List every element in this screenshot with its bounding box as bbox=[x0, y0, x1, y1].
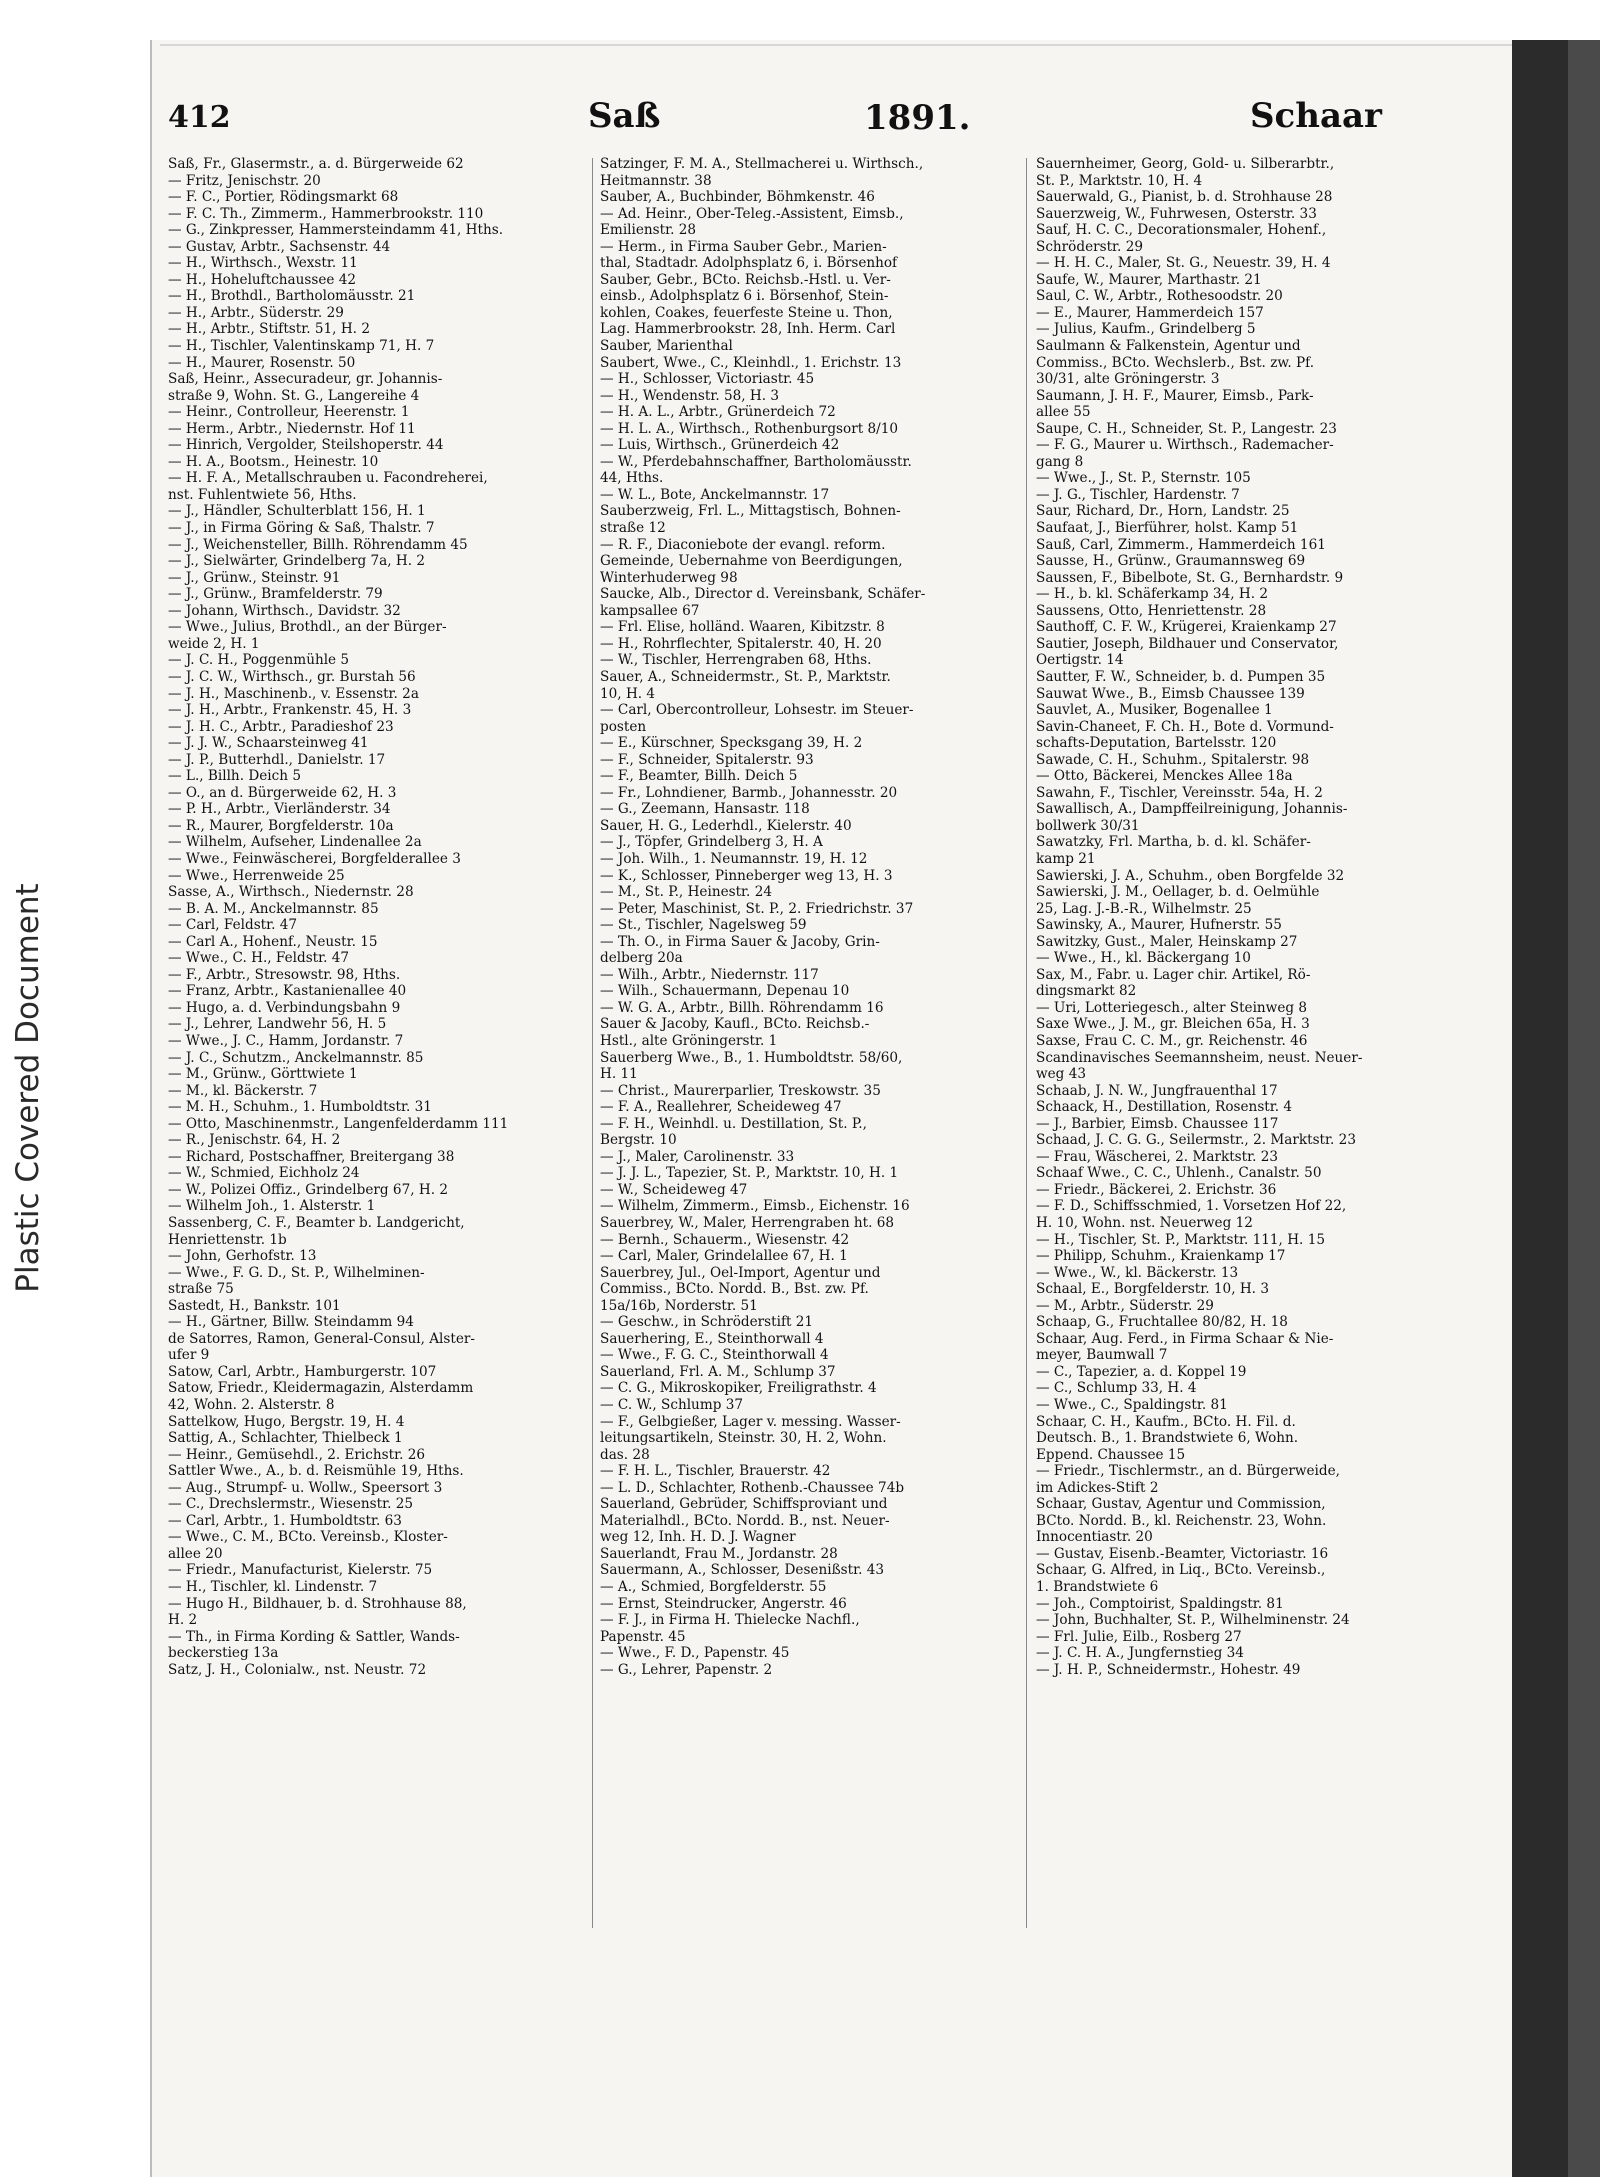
directory-entry: kohlen, Coakes, feuerfeste Steine u. Thon, bbox=[600, 304, 893, 321]
directory-entry: — M., kl. Bäckerstr. 7 bbox=[168, 1082, 318, 1099]
directory-entry: — Wwe., Julius, Brothdl., an der Bürger- bbox=[168, 619, 447, 636]
directory-entry: — J., Lehrer, Landwehr 56, H. 5 bbox=[168, 1016, 387, 1033]
directory-entry: 42, Wohn. 2. Alsterstr. 8 bbox=[168, 1397, 335, 1414]
directory-entry: — F. C. Th., Zimmerm., Hammerbrookstr. 110 bbox=[168, 205, 484, 222]
directory-entry: Sauberzweig, Frl. L., Mittagstisch, Bohnen- bbox=[600, 503, 901, 520]
directory-entry: gang 8 bbox=[1036, 453, 1084, 470]
directory-entry: — F. G., Maurer u. Wirthsch., Rademacher- bbox=[1036, 437, 1334, 454]
directory-entry: H. 10, Wohn. nst. Neuerweg 12 bbox=[1036, 1215, 1253, 1231]
directory-entry: straße 12 bbox=[600, 520, 666, 537]
directory-entry: — H., Wendenstr. 58, H. 3 bbox=[600, 387, 780, 404]
directory-entry: — C. G., Mikroskopiker, Freiligrathstr. 4 bbox=[600, 1380, 877, 1397]
directory-entry: Sauerzweig, W., Fuhrwesen, Osterstr. 33 bbox=[1036, 205, 1317, 222]
directory-entry: — Wwe., C. H., Feldstr. 47 bbox=[168, 950, 350, 967]
directory-entry: Saul, C. W., Arbtr., Rothesoodstr. 20 bbox=[1036, 288, 1283, 305]
directory-entry: — F. H., Weinhdl. u. Destillation, St. P., bbox=[600, 1115, 867, 1132]
directory-entry: — P. H., Arbtr., Vierländerstr. 34 bbox=[168, 801, 391, 818]
directory-entry: — H., Gärtner, Billw. Steindamm 94 bbox=[168, 1314, 414, 1331]
directory-entry: — C., Tapezier, a. d. Koppel 19 bbox=[1036, 1363, 1247, 1380]
directory-entry: Sawahn, F., Tischler, Vereinsstr. 54a, H. 2 bbox=[1036, 784, 1323, 801]
directory-entry: — J. H. C., Arbtr., Paradieshof 23 bbox=[168, 718, 394, 735]
directory-entry: Satow, Carl, Arbtr., Hamburgerstr. 107 bbox=[168, 1363, 437, 1380]
directory-entry: — Gustav, Arbtr., Sachsenstr. 44 bbox=[168, 238, 391, 255]
directory-entry: Emilienstr. 28 bbox=[600, 222, 697, 239]
directory-entry: Savin-Chaneet, F. Ch. H., Bote d. Vormund- bbox=[1036, 718, 1334, 735]
directory-entry: — Christ., Maurerparlier, Treskowstr. 35 bbox=[600, 1082, 881, 1099]
directory-entry: — W. G. A., Arbtr., Billh. Röhrendamm 16 bbox=[600, 999, 884, 1016]
directory-entry: — M., Grünw., Görttwiete 1 bbox=[168, 1066, 358, 1083]
directory-entry: — J., Händler, Schulterblatt 156, H. 1 bbox=[168, 503, 426, 520]
directory-entry: — Carl, Maler, Grindelallee 67, H. 1 bbox=[600, 1248, 848, 1265]
directory-entry: — Wwe., Feinwäscherei, Borgfelderallee 3 bbox=[168, 850, 461, 867]
directory-entry: — H., Wirthsch., Wexstr. 11 bbox=[168, 255, 358, 272]
directory-entry: Sauvlet, A., Musiker, Bogenallee 1 bbox=[1036, 702, 1273, 719]
directory-entry: Schaab, J. N. W., Jungfrauenthal 17 bbox=[1036, 1082, 1278, 1099]
directory-entry: kamp 21 bbox=[1036, 850, 1096, 867]
directory-entry: Sattler Wwe., A., b. d. Reismühle 19, Hths. bbox=[168, 1463, 464, 1480]
directory-entry: — J. C. W., Wirthsch., gr. Burstah 56 bbox=[168, 668, 416, 685]
directory-entry: de Satorres, Ramon, General-Consul, Alster- bbox=[168, 1330, 475, 1347]
directory-entry: — J. P., Butterhdl., Danielstr. 17 bbox=[168, 751, 386, 768]
directory-entry: — H., Arbtr., Stiftstr. 51, H. 2 bbox=[168, 321, 370, 338]
directory-entry: — Carl, Feldstr. 47 bbox=[168, 917, 298, 934]
directory-entry: — J. C. H. A., Jungfernstieg 34 bbox=[1036, 1645, 1244, 1662]
column-2 bbox=[600, 156, 1012, 1678]
directory-entry: — W., Polizei Offiz., Grindelberg 67, H. 2 bbox=[168, 1181, 449, 1198]
directory-entry: — F. D., Schiffsschmied, 1. Vorsetzen Hof 22, bbox=[1036, 1198, 1347, 1215]
directory-entry: Sauber, A., Buchbinder, Böhmkenstr. 46 bbox=[600, 189, 875, 206]
directory-entry: — Carl A., Hohenf., Neustr. 15 bbox=[168, 933, 378, 950]
directory-entry: Sawierski, J. M., Oellager, b. d. Oelmühle bbox=[1036, 884, 1320, 901]
directory-entry: — J. C. H., Poggenmühle 5 bbox=[168, 652, 350, 669]
directory-entry: 44, Hths. bbox=[600, 470, 664, 487]
directory-entry: St. P., Marktstr. 10, H. 4 bbox=[1036, 172, 1203, 189]
directory-entry: Scandinavisches Seemannsheim, neust. Neuer- bbox=[1036, 1049, 1363, 1066]
directory-entry: allee 20 bbox=[168, 1545, 223, 1562]
directory-entry: 1. Brandstwiete 6 bbox=[1036, 1579, 1159, 1596]
directory-entry: — H. F. A., Metallschrauben u. Facondreherei, bbox=[168, 470, 488, 487]
directory-entry: allee 55 bbox=[1036, 404, 1091, 421]
directory-entry: — Wwe., C., Spaldingstr. 81 bbox=[1036, 1397, 1228, 1414]
directory-entry: Satz, J. H., Colonialw., nst. Neustr. 72 bbox=[168, 1661, 427, 1678]
directory-entry: — F., Arbtr., Stresowstr. 98, Hths. bbox=[168, 966, 401, 983]
directory-entry: — J. C., Schutzm., Anckelmannstr. 85 bbox=[168, 1049, 424, 1066]
directory-entry: — Wwe., F. D., Papenstr. 45 bbox=[600, 1645, 790, 1662]
directory-entry: — M. H., Schuhm., 1. Humboldtstr. 31 bbox=[168, 1099, 432, 1116]
directory-entry: Schaar, C. H., Kaufm., BCto. H. Fil. d. bbox=[1036, 1413, 1296, 1430]
directory-entry: — G., Zinkpresser, Hammersteindamm 41, Hths. bbox=[168, 222, 504, 239]
directory-entry: — G., Zeemann, Hansastr. 118 bbox=[600, 801, 810, 818]
directory-entry: — Ernst, Steindrucker, Angerstr. 46 bbox=[600, 1595, 847, 1612]
directory-entry: BCto. Nordd. B., kl. Reichenstr. 23, Wohn. bbox=[1036, 1512, 1327, 1529]
directory-entry: Saß, Fr., Glasermstr., a. d. Bürgerweide 62 bbox=[168, 156, 464, 172]
directory-entry: 30/31, alte Gröningerstr. 3 bbox=[1036, 371, 1220, 388]
directory-entry: — H. A. L., Arbtr., Grünerdeich 72 bbox=[600, 404, 836, 421]
directory-entry: Sauthoff, C. F. W., Krügerei, Kraienkamp 27 bbox=[1036, 619, 1337, 636]
directory-entry: Commiss., BCto. Nordd. B., Bst. zw. Pf. bbox=[600, 1281, 869, 1298]
directory-entry: — A., Schmied, Borgfelderstr. 55 bbox=[600, 1579, 827, 1596]
directory-entry: Saupe, C. H., Schneider, St. P., Langestr. 23 bbox=[1036, 420, 1337, 437]
directory-entry: — R., Jenischstr. 64, H. 2 bbox=[168, 1132, 341, 1149]
directory-entry: — J. H. P., Schneidermstr., Hohestr. 49 bbox=[1036, 1661, 1301, 1678]
directory-entry: Heitmannstr. 38 bbox=[600, 172, 712, 189]
header-right-word: Schaar bbox=[1250, 96, 1382, 136]
directory-entry: — Heinr., Gemüsehdl., 2. Erichstr. 26 bbox=[168, 1446, 426, 1463]
directory-entry: — C., Drechslermstr., Wiesenstr. 25 bbox=[168, 1496, 414, 1513]
directory-entry: Satow, Friedr., Kleidermagazin, Alsterdamm bbox=[168, 1380, 474, 1397]
directory-entry: Eppend. Chaussee 15 bbox=[1036, 1446, 1186, 1463]
directory-entry: posten bbox=[600, 718, 647, 735]
directory-entry: Saumann, J. H. F., Maurer, Eimsb., Park- bbox=[1036, 387, 1314, 404]
directory-entry: — Peter, Maschinist, St. P., 2. Friedrichstr. 37 bbox=[600, 900, 914, 917]
directory-entry: — J. G., Tischler, Hardenstr. 7 bbox=[1036, 486, 1240, 503]
directory-entry: Lag. Hammerbrookstr. 28, Inh. Herm. Carl bbox=[600, 321, 896, 338]
directory-entry: Sattelkow, Hugo, Bergstr. 19, H. 4 bbox=[168, 1413, 405, 1430]
column-divider bbox=[1026, 158, 1027, 1928]
directory-entry: — Wwe., J., St. P., Sternstr. 105 bbox=[1036, 470, 1251, 487]
directory-entry: Sawatzky, Frl. Martha, b. d. kl. Schäfer- bbox=[1036, 834, 1311, 851]
directory-entry: Sautter, F. W., Schneider, b. d. Pumpen 35 bbox=[1036, 668, 1326, 685]
directory-entry: Saxe Wwe., J. M., gr. Bleichen 65a, H. 3 bbox=[1036, 1016, 1310, 1033]
directory-entry: — E., Kürschner, Specksgang 39, H. 2 bbox=[600, 735, 863, 752]
directory-entry: weide 2, H. 1 bbox=[168, 635, 260, 652]
directory-entry: kampsallee 67 bbox=[600, 602, 700, 619]
directory-entry: Sassenberg, C. F., Beamter b. Landgericht, bbox=[168, 1215, 465, 1231]
directory-entry: Deutsch. B., 1. Brandstwiete 6, Wohn. bbox=[1036, 1430, 1299, 1447]
directory-entry: — H. A., Bootsm., Heinestr. 10 bbox=[168, 453, 379, 470]
directory-entry: H. 2 bbox=[168, 1612, 198, 1629]
directory-entry: — H., Brothdl., Bartholomäusstr. 21 bbox=[168, 288, 416, 305]
directory-entry: Sauber, Marienthal bbox=[600, 338, 733, 355]
page-edge-stripe bbox=[1568, 40, 1600, 2177]
directory-entry: — F., Beamter, Billh. Deich 5 bbox=[600, 768, 798, 785]
directory-entry: — Luis, Wirthsch., Grünerdeich 42 bbox=[600, 437, 840, 454]
directory-entry: Sauer, H. G., Lederhdl., Kielerstr. 40 bbox=[600, 817, 852, 834]
directory-entry: — Wwe., F. G. C., Steinthorwall 4 bbox=[600, 1347, 829, 1364]
directory-entry: — John, Buchhalter, St. P., Wilhelminenstr. 24 bbox=[1036, 1612, 1350, 1629]
directory-entry: — Julius, Kaufm., Grindelberg 5 bbox=[1036, 321, 1256, 338]
page-header bbox=[168, 92, 1488, 148]
directory-entry: Schaaf Wwe., C. C., Uhlenh., Canalstr. 50 bbox=[1036, 1165, 1322, 1182]
column-1 bbox=[168, 156, 580, 1678]
directory-entry: Sawierski, J. A., Schuhm., oben Borgfelde 32 bbox=[1036, 867, 1345, 884]
directory-entry: dingsmarkt 82 bbox=[1036, 983, 1137, 1000]
header-left-word: Saß bbox=[588, 96, 661, 136]
directory-entry: — J., Barbier, Eimsb. Chaussee 117 bbox=[1036, 1115, 1279, 1132]
directory-entry: Sasse, A., Wirthsch., Niedernstr. 28 bbox=[168, 884, 414, 901]
directory-entry: Schaar, Aug. Ferd., in Firma Schaar & Nie- bbox=[1036, 1330, 1334, 1347]
sidebar bbox=[0, 0, 62, 2177]
directory-entry: — Bernh., Schauerm., Wiesenstr. 42 bbox=[600, 1231, 850, 1248]
directory-entry: Saussens, Otto, Henriettenstr. 28 bbox=[1036, 602, 1267, 619]
directory-entry: Sauernheimer, Georg, Gold- u. Silberarbtr., bbox=[1036, 156, 1335, 172]
directory-entry: Sauermann, A., Schlosser, Desenißstr. 43 bbox=[600, 1562, 885, 1579]
directory-entry: — Wilhelm Joh., 1. Alsterstr. 1 bbox=[168, 1198, 376, 1215]
directory-entry: — J. J. W., Schaarsteinweg 41 bbox=[168, 735, 369, 752]
directory-entry: — H., Tischler, Valentinskamp 71, H. 7 bbox=[168, 338, 435, 355]
directory-entry: Sattig, A., Schlachter, Thielbeck 1 bbox=[168, 1430, 403, 1447]
directory-entry: Schaad, J. C. G. G., Seilermstr., 2. Marktstr. 23 bbox=[1036, 1132, 1356, 1149]
directory-entry: 25, Lag. J.-B.-R., Wilhelmstr. 25 bbox=[1036, 900, 1252, 917]
directory-entry: — John, Gerhofstr. 13 bbox=[168, 1248, 317, 1265]
directory-entry: — R. F., Diaconiebote der evangl. reform. bbox=[600, 536, 886, 553]
directory-entry: Saucke, Alb., Director d. Vereinsbank, Schäfer- bbox=[600, 586, 926, 603]
directory-entry: — Wwe., W., kl. Bäckerstr. 13 bbox=[1036, 1264, 1239, 1281]
directory-entry: Sauerlandt, Frau M., Jordanstr. 28 bbox=[600, 1545, 838, 1562]
directory-entry: Schaar, G. Alfred, in Liq., BCto. Vereinsb., bbox=[1036, 1562, 1326, 1579]
directory-entry: 10, H. 4 bbox=[600, 685, 656, 702]
directory-entry: — Ad. Heinr., Ober-Teleg.-Assistent, Eimsb., bbox=[600, 205, 904, 222]
directory-entry: beckerstieg 13a bbox=[168, 1645, 279, 1662]
directory-entry: Schröderstr. 29 bbox=[1036, 238, 1143, 255]
directory-entry: bollwerk 30/31 bbox=[1036, 817, 1140, 834]
directory-entry: — F. A., Reallehrer, Scheideweg 47 bbox=[600, 1099, 842, 1116]
directory-entry: Sautier, Joseph, Bildhauer und Conservator, bbox=[1036, 635, 1339, 652]
directory-entry: — F. J., in Firma H. Thielecke Nachfl., bbox=[600, 1612, 860, 1629]
directory-entry: — L., Billh. Deich 5 bbox=[168, 768, 301, 785]
directory-entry: — J., Grünw., Bramfelderstr. 79 bbox=[168, 586, 383, 603]
directory-entry: 15a/16b, Norderstr. 51 bbox=[600, 1297, 758, 1314]
directory-entry: — B. A. M., Anckelmannstr. 85 bbox=[168, 900, 379, 917]
directory-entry: — L. D., Schlachter, Rothenb.-Chaussee 74b bbox=[600, 1479, 905, 1496]
directory-entry: — Joh., Comptoirist, Spaldingstr. 81 bbox=[1036, 1595, 1284, 1612]
directory-entry: — St., Tischler, Nagelsweg 59 bbox=[600, 917, 807, 934]
directory-entry: — J., Töpfer, Grindelberg 3, H. A bbox=[600, 834, 823, 851]
directory-entry: — H., b. kl. Schäferkamp 34, H. 2 bbox=[1036, 586, 1269, 603]
directory-entry: Sauerland, Frl. A. M., Schlump 37 bbox=[600, 1363, 836, 1380]
directory-entry: — F. H. L., Tischler, Brauerstr. 42 bbox=[600, 1463, 831, 1480]
directory-entry: — Wwe., H., kl. Bäckergang 10 bbox=[1036, 950, 1251, 967]
directory-entry: — Carl, Arbtr., 1. Humboldtstr. 63 bbox=[168, 1512, 402, 1529]
directory-entry: — Gustav, Eisenb.-Beamter, Victoriastr. 16 bbox=[1036, 1545, 1329, 1562]
directory-entry: — Fritz, Jenischstr. 20 bbox=[168, 172, 321, 189]
directory-entry: weg 43 bbox=[1036, 1066, 1087, 1083]
directory-entry: Schaal, E., Borgfelderstr. 10, H. 3 bbox=[1036, 1281, 1269, 1298]
directory-entry: Sauerberg Wwe., B., 1. Humboldtstr. 58/60, bbox=[600, 1049, 903, 1066]
directory-entry: — Frl. Elise, holländ. Waaren, Kibitzstr. 8 bbox=[600, 619, 885, 636]
directory-entry: Winterhuderweg 98 bbox=[600, 569, 738, 586]
directory-entry: — M., Arbtr., Süderstr. 29 bbox=[1036, 1297, 1214, 1314]
top-rule bbox=[160, 44, 1540, 46]
directory-entry: — Fr., Lohndiener, Barmb., Johannesstr. 20 bbox=[600, 784, 898, 801]
directory-entry: — J., Grünw., Steinstr. 91 bbox=[168, 569, 341, 586]
directory-entry: Sax, M., Fabr. u. Lager chir. Artikel, Rö- bbox=[1036, 966, 1311, 983]
directory-entry: Saur, Richard, Dr., Horn, Landstr. 25 bbox=[1036, 503, 1290, 520]
directory-entry: meyer, Baumwall 7 bbox=[1036, 1347, 1168, 1364]
directory-entry: — H., Tischler, kl. Lindenstr. 7 bbox=[168, 1579, 378, 1596]
directory-entry: — Hinrich, Vergolder, Steilshoperstr. 44 bbox=[168, 437, 444, 454]
directory-entry: Schaar, Gustav, Agentur und Commission, bbox=[1036, 1496, 1326, 1513]
directory-entry: — F. C., Portier, Rödingsmarkt 68 bbox=[168, 189, 399, 206]
directory-entry: Sawade, C. H., Schuhm., Spitalerstr. 98 bbox=[1036, 751, 1310, 768]
directory-entry: thal, Stadtadr. Adolphsplatz 6, i. Börsenhof bbox=[600, 255, 898, 272]
directory-entry: das. 28 bbox=[600, 1446, 650, 1463]
directory-entry: straße 9, Wohn. St. G., Langereihe 4 bbox=[168, 387, 420, 404]
directory-entry: Sausse, H., Grünw., Graumannsweg 69 bbox=[1036, 553, 1306, 570]
directory-entry: — Herm., Arbtr., Niedernstr. Hof 11 bbox=[168, 420, 416, 437]
directory-entry: Saufe, W., Maurer, Marthastr. 21 bbox=[1036, 271, 1262, 288]
directory-entry: Saufaat, J., Bierführer, holst. Kamp 51 bbox=[1036, 520, 1299, 537]
directory-entry: Gemeinde, Uebernahme von Beerdigungen, bbox=[600, 553, 903, 570]
directory-entry: — J., Maler, Carolinenstr. 33 bbox=[600, 1148, 795, 1165]
directory-entry: Sawitzky, Gust., Maler, Heinskamp 27 bbox=[1036, 933, 1298, 950]
directory-entry: — H., Tischler, St. P., Marktstr. 111, H. 15 bbox=[1036, 1231, 1325, 1248]
directory-entry: — J. H., Arbtr., Frankenstr. 45, H. 3 bbox=[168, 702, 412, 719]
directory-entry: — G., Lehrer, Papenstr. 2 bbox=[600, 1661, 773, 1678]
page-number: 412 bbox=[168, 100, 231, 135]
directory-entry: — Wwe., Herrenweide 25 bbox=[168, 867, 345, 884]
directory-entry: — J., in Firma Göring & Saß, Thalstr. 7 bbox=[168, 520, 435, 537]
directory-entry: — Geschw., in Schröderstift 21 bbox=[600, 1314, 814, 1331]
directory-entry: — Hugo H., Bildhauer, b. d. Strohhause 88, bbox=[168, 1595, 467, 1612]
directory-entry: Saubert, Wwe., C., Kleinhdl., 1. Erichstr. 13 bbox=[600, 354, 902, 371]
directory-entry: H. 11 bbox=[600, 1066, 638, 1083]
directory-entry: Saß, Heinr., Assecuradeur, gr. Johannis- bbox=[168, 371, 443, 388]
directory-entry: Sauß, Carl, Zimmerm., Hammerdeich 161 bbox=[1036, 536, 1326, 553]
directory-entry: — W., Scheideweg 47 bbox=[600, 1181, 748, 1198]
directory-entry: — F., Gelbgießer, Lager v. messing. Wasser- bbox=[600, 1413, 901, 1430]
directory-entry: Satzinger, F. M. A., Stellmacherei u. Wirthsch., bbox=[600, 156, 924, 172]
directory-entry: — Friedr., Bäckerei, 2. Erichstr. 36 bbox=[1036, 1181, 1277, 1198]
directory-entry: — Friedr., Manufacturist, Kielerstr. 75 bbox=[168, 1562, 433, 1579]
directory-entry: Hstl., alte Gröningerstr. 1 bbox=[600, 1032, 778, 1049]
directory-entry: Papenstr. 45 bbox=[600, 1628, 686, 1645]
directory-page bbox=[168, 92, 1488, 2082]
directory-entry: leitungsartikeln, Steinstr. 30, H. 2, Wohn. bbox=[600, 1430, 887, 1447]
directory-entry: Schaack, H., Destillation, Rosenstr. 4 bbox=[1036, 1099, 1293, 1116]
directory-entry: — Johann, Wirthsch., Davidstr. 32 bbox=[168, 602, 401, 619]
directory-entry: — Aug., Strumpf- u. Wollw., Speersort 3 bbox=[168, 1479, 443, 1496]
directory-entry: Sauer & Jacoby, Kaufl., BCto. Reichsb.- bbox=[600, 1016, 870, 1033]
directory-entry: Sawallisch, A., Dampffeilreinigung, Johannis- bbox=[1036, 801, 1348, 818]
directory-entry: Sauer, A., Schneidermstr., St. P., Marktstr. bbox=[600, 668, 891, 685]
directory-entry: — Frl. Julie, Eilb., Rosberg 27 bbox=[1036, 1628, 1242, 1645]
directory-entry: Henriettenstr. 1b bbox=[168, 1231, 287, 1248]
directory-entry: — J., Weichensteller, Billh. Röhrendamm 45 bbox=[168, 536, 468, 553]
directory-entry: Sauf, H. C. C., Decorationsmaler, Hohenf., bbox=[1036, 222, 1327, 239]
directory-entry: — F., Schneider, Spitalerstr. 93 bbox=[600, 751, 814, 768]
directory-entry: — Wilh., Schauermann, Depenau 10 bbox=[600, 983, 850, 1000]
directory-entry: — W., Tischler, Herrengraben 68, Hths. bbox=[600, 652, 872, 669]
directory-entry: — Otto, Bäckerei, Menckes Allee 18a bbox=[1036, 768, 1293, 785]
directory-entry: — Wilh., Arbtr., Niedernstr. 117 bbox=[600, 966, 819, 983]
directory-entry: im Adickes-Stift 2 bbox=[1036, 1479, 1159, 1496]
directory-entry: — O., an d. Bürgerweide 62, H. 3 bbox=[168, 784, 397, 801]
directory-entry: Oertigstr. 14 bbox=[1036, 652, 1124, 669]
directory-entry: — Joh. Wilh., 1. Neumannstr. 19, H. 12 bbox=[600, 850, 868, 867]
document-type-label: Plastic Covered Document bbox=[10, 883, 46, 1293]
column-divider bbox=[592, 158, 593, 1928]
directory-entry: ufer 9 bbox=[168, 1347, 210, 1364]
directory-entry: — Otto, Maschinenmstr., Langenfelderdamm 111 bbox=[168, 1115, 509, 1132]
directory-entry: Commiss., BCto. Wechslerb., Bst. zw. Pf. bbox=[1036, 354, 1315, 371]
directory-entry: schafts-Deputation, Bartelsstr. 120 bbox=[1036, 735, 1277, 752]
directory-entry: — M., St. P., Heinestr. 24 bbox=[600, 884, 772, 901]
directory-entry: Saussen, F., Bibelbote, St. G., Bernhardstr. 9 bbox=[1036, 569, 1344, 586]
directory-entry: — H., Arbtr., Süderstr. 29 bbox=[168, 304, 344, 321]
directory-entry: nst. Fuhlentwiete 56, Hths. bbox=[168, 486, 357, 503]
directory-entry: einsb., Adolphsplatz 6 i. Börsenhof, Stein- bbox=[600, 288, 889, 305]
directory-entry: — Heinr., Controlleur, Heerenstr. 1 bbox=[168, 404, 410, 421]
directory-entry: — H., Rohrflechter, Spitalerstr. 40, H. 20 bbox=[600, 635, 882, 652]
directory-entry: Sauerwald, G., Pianist, b. d. Strohhause 28 bbox=[1036, 189, 1333, 206]
directory-entry: — Philipp, Schuhm., Kraienkamp 17 bbox=[1036, 1248, 1286, 1265]
directory-entry: — W., Pferdebahnschaffner, Bartholomäusstr. bbox=[600, 453, 912, 470]
directory-entry: — R., Maurer, Borgfelderstr. 10a bbox=[168, 817, 394, 834]
directory-entry: — Wwe., C. M., BCto. Vereinsb., Kloster- bbox=[168, 1529, 448, 1546]
directory-entry: Sauber, Gebr., BCto. Reichsb.-Hstl. u. Ver- bbox=[600, 271, 891, 288]
directory-entry: — W. L., Bote, Anckelmannstr. 17 bbox=[600, 486, 830, 503]
directory-entry: — H., Schlosser, Victoriastr. 45 bbox=[600, 371, 815, 388]
directory-entry: — Friedr., Tischlermstr., an d. Bürgerweide, bbox=[1036, 1463, 1340, 1480]
directory-entry: Sauerbrey, W., Maler, Herrengraben ht. 68 bbox=[600, 1215, 895, 1231]
directory-entry: Saxse, Frau C. C. M., gr. Reichenstr. 46 bbox=[1036, 1032, 1308, 1049]
directory-entry: Sauwat Wwe., B., Eimsb Chaussee 139 bbox=[1036, 685, 1305, 702]
directory-entry: — Frau, Wäscherei, 2. Marktstr. 23 bbox=[1036, 1148, 1279, 1165]
directory-entry: — H. H. C., Maler, St. G., Neuestr. 39, H. 4 bbox=[1036, 255, 1331, 272]
directory-entry: — Wilhelm, Zimmerm., Eimsb., Eichenstr. 16 bbox=[600, 1198, 910, 1215]
directory-entry: — Wwe., F. G. D., St. P., Wilhelminen- bbox=[168, 1264, 425, 1281]
directory-entry: Saulmann & Falkenstein, Agentur und bbox=[1036, 338, 1301, 355]
directory-entry: Innocentiastr. 20 bbox=[1036, 1529, 1153, 1546]
directory-entry: delberg 20a bbox=[600, 950, 683, 967]
directory-entry: — C. W., Schlump 37 bbox=[600, 1397, 744, 1414]
directory-entry: — Wilhelm, Aufseher, Lindenallee 2a bbox=[168, 834, 422, 851]
directory-entry: — H., Maurer, Rosenstr. 50 bbox=[168, 354, 356, 371]
directory-entry: — H., Hoheluftchaussee 42 bbox=[168, 271, 357, 288]
directory-entry: — Uri, Lotteriegesch., alter Steinweg 8 bbox=[1036, 999, 1308, 1016]
directory-entry: Sauerland, Gebrüder, Schiffsproviant und bbox=[600, 1496, 888, 1513]
directory-entry: — J., Sielwärter, Grindelberg 7a, H. 2 bbox=[168, 553, 426, 570]
directory-entry: — Carl, Obercontrolleur, Lohsestr. im Steuer- bbox=[600, 702, 914, 719]
directory-entry: Schaap, G., Fruchtallee 80/82, H. 18 bbox=[1036, 1314, 1288, 1331]
directory-entry: — K., Schlosser, Pinneberger weg 13, H. 3 bbox=[600, 867, 893, 884]
directory-entry: weg 12, Inh. H. D. J. Wagner bbox=[600, 1529, 796, 1546]
column-3 bbox=[1036, 156, 1448, 1678]
directory-entry: Materialhdl., BCto. Nordd. B., nst. Neuer- bbox=[600, 1512, 890, 1529]
directory-entry: straße 75 bbox=[168, 1281, 234, 1298]
directory-entry: — Hugo, a. d. Verbindungsbahn 9 bbox=[168, 999, 401, 1016]
directory-entry: — Wwe., J. C., Hamm, Jordanstr. 7 bbox=[168, 1032, 404, 1049]
directory-entry: — W., Schmied, Eichholz 24 bbox=[168, 1165, 360, 1182]
directory-entry: Sawinsky, A., Maurer, Hufnerstr. 55 bbox=[1036, 917, 1282, 934]
directory-entry: — J. H., Maschinenb., v. Essenstr. 2a bbox=[168, 685, 419, 702]
directory-entry: Sauerbrey, Jul., Oel-Import, Agentur und bbox=[600, 1264, 881, 1281]
directory-entry: Sauerhering, E., Steinthorwall 4 bbox=[600, 1330, 824, 1347]
header-year: 1891. bbox=[864, 98, 971, 138]
directory-entry: — C., Schlump 33, H. 4 bbox=[1036, 1380, 1197, 1397]
directory-entry: — Herm., in Firma Sauber Gebr., Marien- bbox=[600, 238, 887, 255]
directory-entry: — Th., in Firma Kording & Sattler, Wands- bbox=[168, 1628, 460, 1645]
directory-entry: Bergstr. 10 bbox=[600, 1132, 677, 1149]
directory-entry: Sastedt, H., Bankstr. 101 bbox=[168, 1297, 341, 1314]
directory-entry: — E., Maurer, Hammerdeich 157 bbox=[1036, 304, 1264, 321]
directory-entry: — Th. O., in Firma Sauer & Jacoby, Grin- bbox=[600, 933, 880, 950]
directory-entry: — H. L. A., Wirthsch., Rothenburgsort 8/10 bbox=[600, 420, 899, 437]
directory-entry: — J. J. L., Tapezier, St. P., Marktstr. 10, H. 1 bbox=[600, 1165, 899, 1182]
directory-entry: — Richard, Postschaffner, Breitergang 38 bbox=[168, 1148, 455, 1165]
directory-entry: — Franz, Arbtr., Kastanienallee 40 bbox=[168, 983, 407, 1000]
